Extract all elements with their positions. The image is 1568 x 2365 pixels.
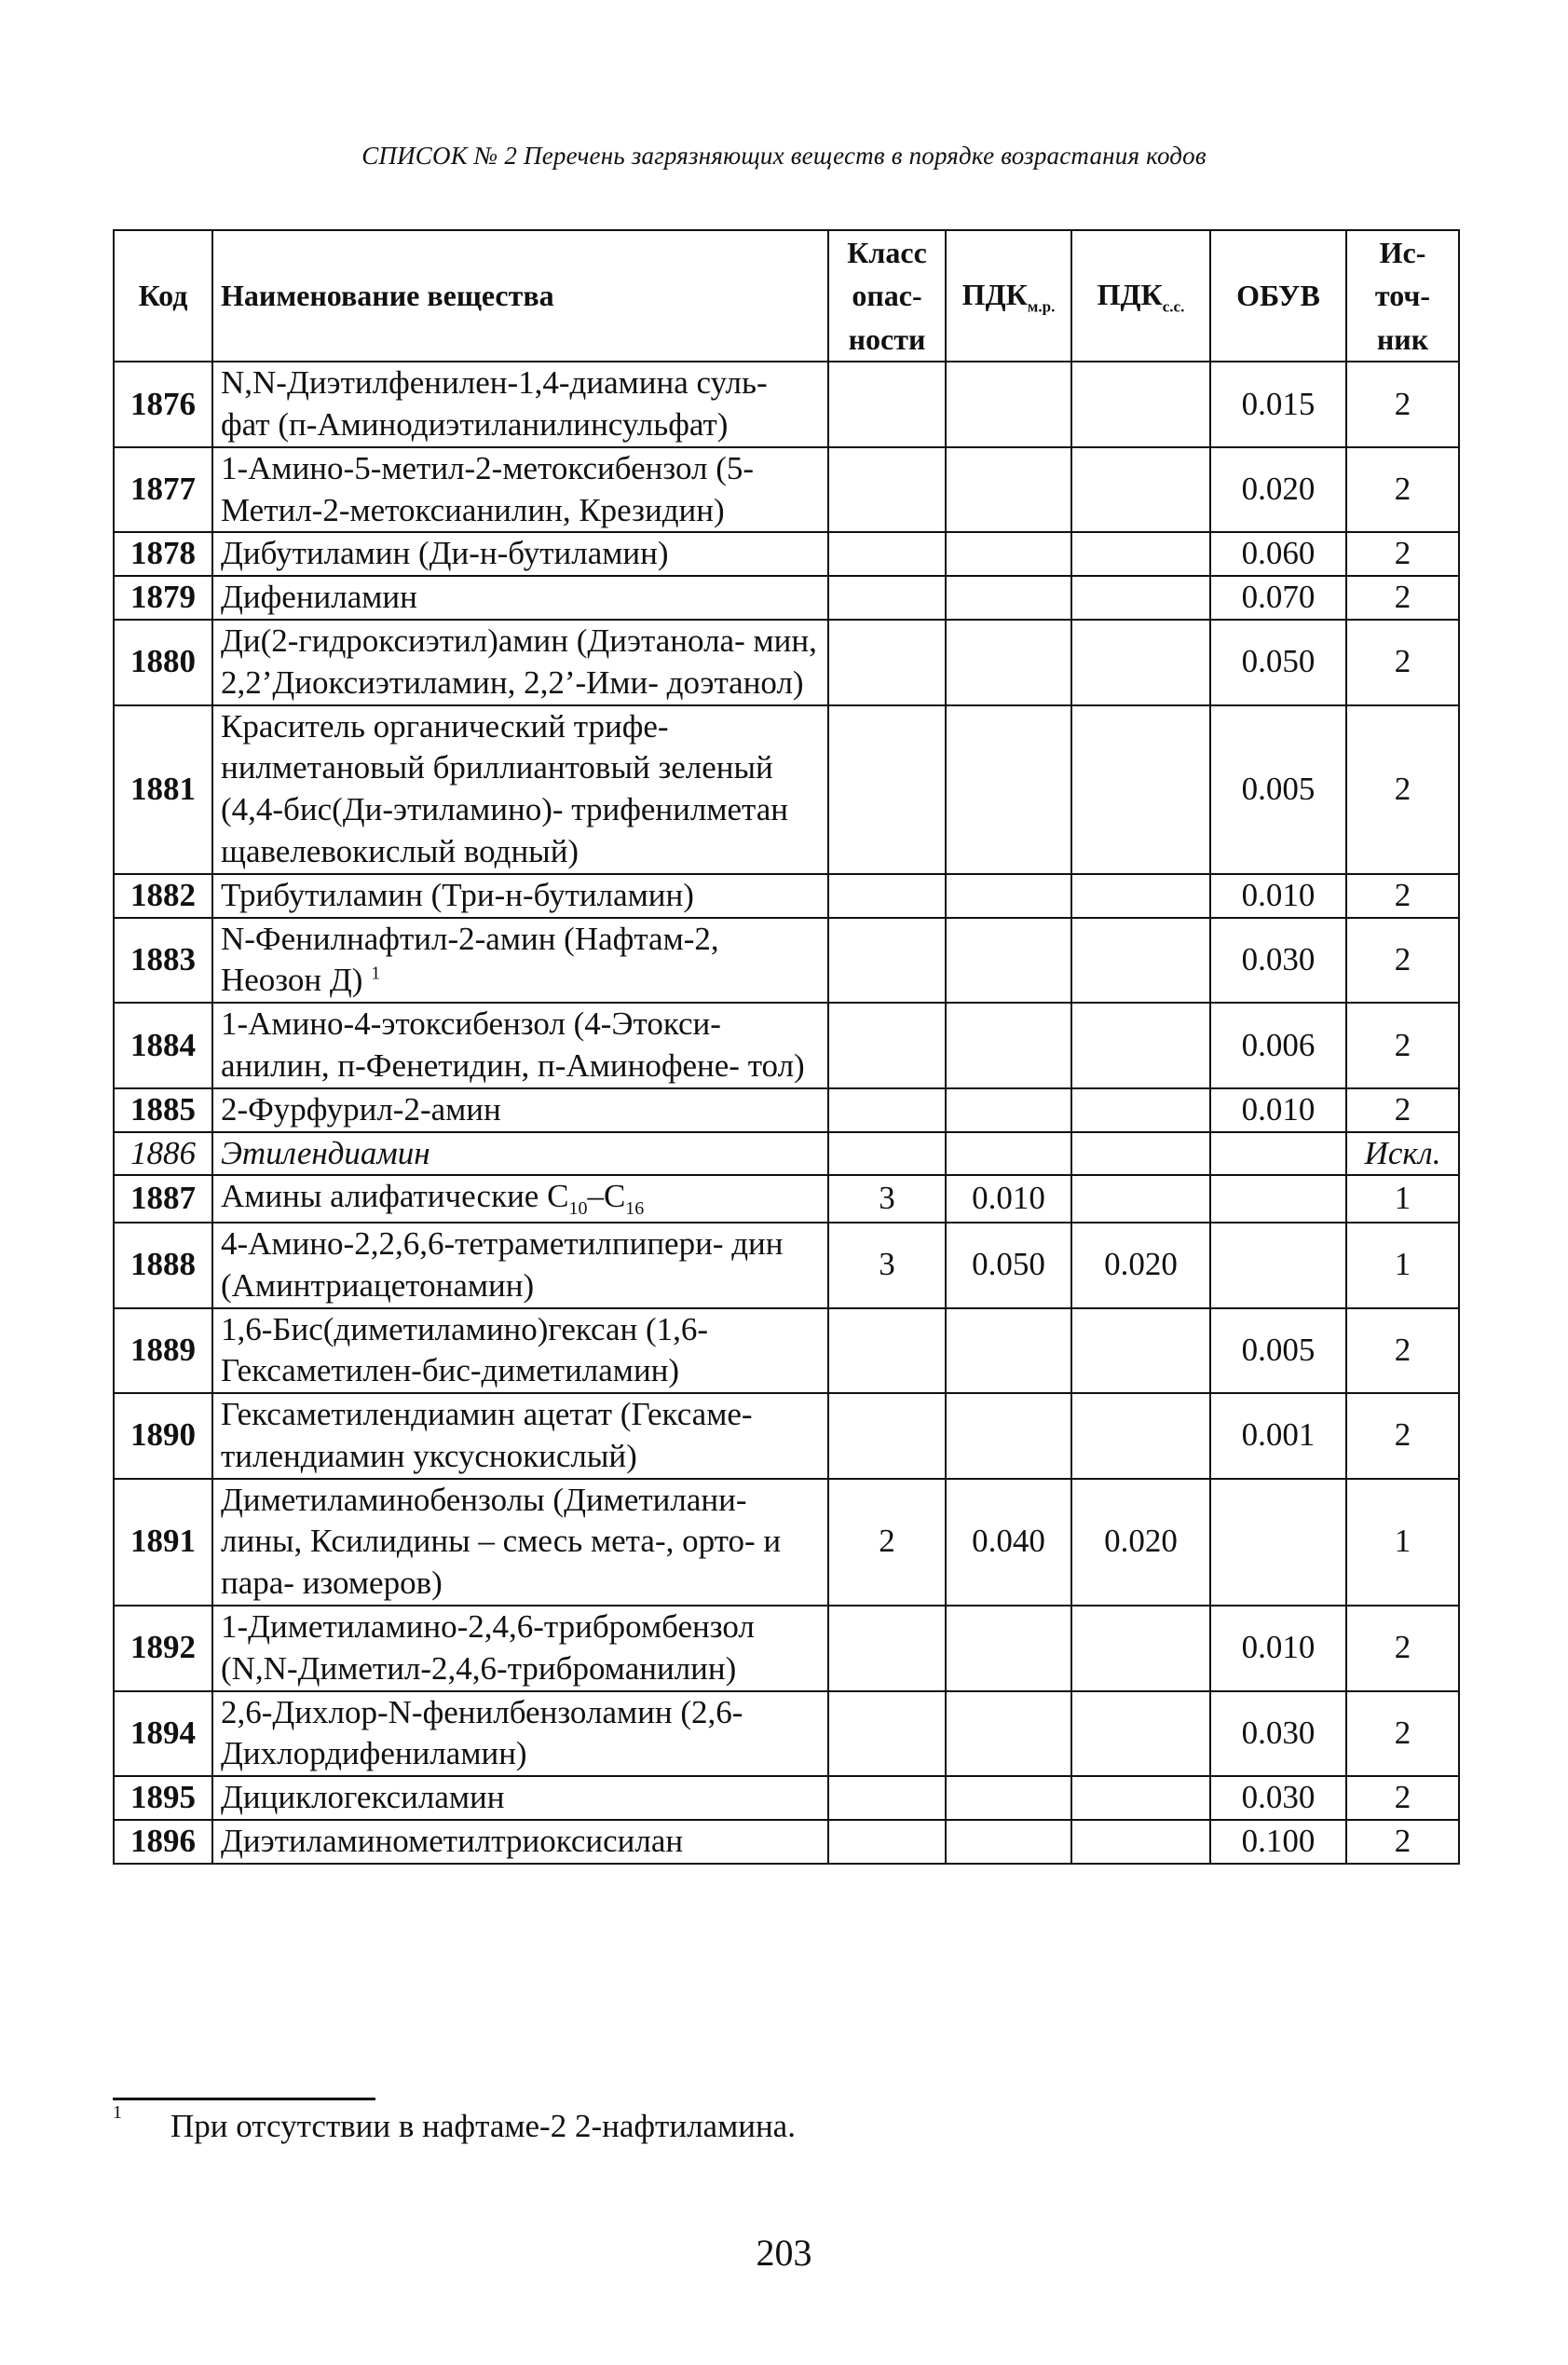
table-row (114, 447, 1459, 533)
cell-hazard-class (828, 1088, 946, 1132)
cell-name-text: Ди(2-гидроксиэтил)амин (Диэтанола- мин, 2,2’Диоксиэтиламин, 2,2’-Ими- доэтанол) (221, 622, 817, 701)
cell-name (212, 705, 828, 874)
cell-name-text: 4-Амино-2,2,6,6-тетраметилпипери- дин (Аминтриацетонамин) (221, 1224, 784, 1304)
cell-name (212, 1820, 828, 1864)
table-row (114, 1223, 1459, 1308)
cell-code: 1890 (114, 1393, 212, 1479)
cell-code: 1896 (114, 1820, 212, 1864)
cell-hazard-class (828, 705, 946, 874)
table-row (114, 1393, 1459, 1479)
cell-obuv: 0.030 (1210, 918, 1346, 1004)
header-pdk-mr-sub: м.р. (1027, 297, 1056, 316)
cell-pdk-ss (1071, 1776, 1210, 1820)
cell-hazard-class (828, 1132, 946, 1176)
cell-name (212, 1606, 828, 1691)
cell-name-text: 2,6-Дихлор-N-фенилбензоламин (2,6-Дихлордифениламин) (221, 1693, 743, 1772)
cell-hazard-class (828, 1606, 946, 1691)
cell-name (212, 532, 828, 576)
cell-name-text: Диметиламинобензолы (Диметилани- лины, Ксилидины – смесь мета-, орто- и пара- изомеров) (221, 1481, 782, 1602)
cell-name (212, 1691, 828, 1777)
cell-name-text: 1-Амино-5-метил-2-метоксибензол (5-Метил-2-метоксианилин, Крезидин) (221, 449, 755, 528)
cell-obuv: 0.060 (1210, 532, 1346, 576)
cell-name (212, 1308, 828, 1394)
cell-code: 1882 (114, 874, 212, 918)
cell-source: 2 (1346, 1393, 1459, 1479)
cell-name-text: 2-Фурфурил-2-амин (221, 1090, 501, 1128)
cell-name (212, 1479, 828, 1606)
header-hazard-class: Класс опас- ности (828, 230, 946, 362)
table-row (114, 705, 1459, 874)
cell-obuv: 0.010 (1210, 1088, 1346, 1132)
cell-pdk-ss (1071, 1393, 1210, 1479)
cell-name (212, 576, 828, 620)
cell-code: 1884 (114, 1003, 212, 1088)
cell-hazard-class: 3 (828, 1175, 946, 1223)
running-header: СПИСОК № 2 Перечень загрязняющих веществ в порядке возрастания кодов (361, 142, 1207, 170)
cell-name-text: N,N-Диэтилфенилен-1,4-диамина суль- фат (п-Аминодиэтиланилинсульфат) (221, 364, 768, 443)
header-obuv: ОБУВ (1210, 230, 1346, 362)
cell-pdk-mr (946, 1393, 1071, 1479)
cell-name (212, 1223, 828, 1308)
table-row (114, 1820, 1459, 1864)
cell-name (212, 1393, 828, 1479)
footnote-text: При отсутствии в нафтаме-2 2-нафтиламина. (170, 2108, 796, 2144)
cell-name (212, 620, 828, 705)
cell-obuv: 0.030 (1210, 1691, 1346, 1777)
cell-source: 2 (1346, 1308, 1459, 1394)
footnote-rule (113, 2098, 375, 2100)
table-row (114, 1691, 1459, 1777)
header-pdk-ss-sub: с.с. (1162, 297, 1185, 316)
cell-source: 1 (1346, 1175, 1459, 1223)
cell-name-text: Диэтиламинометилтриоксисилан (221, 1823, 684, 1860)
cell-pdk-ss (1071, 705, 1210, 874)
cell-pdk-ss (1071, 362, 1210, 447)
cell-name (212, 362, 828, 447)
cell-pdk-mr (946, 620, 1071, 705)
cell-pdk-ss (1071, 576, 1210, 620)
cell-pdk-ss (1071, 1088, 1210, 1132)
cell-pdk-mr (946, 1776, 1071, 1820)
cell-hazard-class (828, 874, 946, 918)
cell-source: 2 (1346, 532, 1459, 576)
table-row (114, 532, 1459, 576)
cell-name-text: –C (587, 1178, 626, 1215)
cell-name-text: Этилендиамин (221, 1134, 430, 1171)
cell-pdk-ss (1071, 918, 1210, 1004)
cell-code: 1886 (114, 1132, 212, 1176)
header-pdk-mr (946, 230, 1071, 362)
cell-hazard-class: 2 (828, 1479, 946, 1606)
cell-pdk-mr: 0.050 (946, 1223, 1071, 1308)
cell-source: 2 (1346, 918, 1459, 1004)
cell-source: 2 (1346, 705, 1459, 874)
cell-source: 2 (1346, 1003, 1459, 1088)
table-row (114, 918, 1459, 1004)
table-row (114, 1088, 1459, 1132)
cell-source: 1 (1346, 1479, 1459, 1606)
cell-pdk-ss (1071, 620, 1210, 705)
header-source: Ис- точ- ник (1346, 230, 1459, 362)
cell-pdk-ss: 0.020 (1071, 1223, 1210, 1308)
table-row (114, 1479, 1459, 1606)
cell-pdk-ss (1071, 1691, 1210, 1777)
cell-obuv: 0.005 (1210, 705, 1346, 874)
cell-pdk-mr (946, 532, 1071, 576)
cell-pdk-mr (946, 874, 1071, 918)
cell-pdk-mr (946, 705, 1071, 874)
header-pdk-ss-label: ПДК (1097, 278, 1163, 312)
cell-hazard-class (828, 447, 946, 533)
cell-hazard-class (828, 918, 946, 1004)
cell-hazard-class (828, 1776, 946, 1820)
header-name: Наименование вещества (212, 230, 828, 362)
substances-table (113, 229, 1460, 1865)
cell-pdk-mr (946, 1003, 1071, 1088)
cell-code: 1878 (114, 532, 212, 576)
cell-name-text: Дибутиламин (Ди-н-бутиламин) (221, 535, 669, 572)
cell-name-text: Трибутиламин (Три-н-бутиламин) (221, 876, 694, 913)
cell-name (212, 874, 828, 918)
cell-name (212, 1776, 828, 1820)
cell-name-text: Дициклогексиламин (221, 1779, 505, 1816)
header-code: Код (114, 230, 212, 362)
cell-pdk-ss (1071, 1606, 1210, 1691)
cell-obuv (1210, 1479, 1346, 1606)
cell-source: 2 (1346, 362, 1459, 447)
cell-hazard-class (828, 362, 946, 447)
footnote-mark: 1 (113, 2102, 122, 2123)
cell-obuv: 0.006 (1210, 1003, 1346, 1088)
footnote-reference: 1 (371, 963, 381, 984)
cell-name-subscript: 10 (568, 1198, 588, 1220)
cell-obuv: 0.001 (1210, 1393, 1346, 1479)
header-pdk-ss (1071, 230, 1210, 362)
cell-obuv: 0.100 (1210, 1820, 1346, 1864)
cell-obuv: 0.030 (1210, 1776, 1346, 1820)
cell-obuv: 0.005 (1210, 1308, 1346, 1394)
cell-obuv (1210, 1223, 1346, 1308)
cell-code: 1885 (114, 1088, 212, 1132)
cell-source: 2 (1346, 1820, 1459, 1864)
cell-code: 1889 (114, 1308, 212, 1394)
cell-obuv (1210, 1175, 1346, 1223)
cell-name (212, 1088, 828, 1132)
table-body (114, 362, 1459, 1864)
cell-obuv: 0.020 (1210, 447, 1346, 533)
cell-source: 2 (1346, 1606, 1459, 1691)
cell-name-text: Дифениламин (221, 579, 417, 616)
cell-pdk-mr (946, 1088, 1071, 1132)
cell-pdk-mr: 0.040 (946, 1479, 1071, 1606)
cell-source: Искл. (1346, 1132, 1459, 1176)
cell-name-text: 1,6-Бис(диметиламино)гексан (1,6-Гексаметилен-бис-диметиламин) (221, 1310, 709, 1389)
cell-obuv: 0.010 (1210, 1606, 1346, 1691)
header-pdk-mr-label: ПДК (961, 278, 1028, 312)
cell-pdk-mr (946, 1132, 1071, 1176)
cell-hazard-class (828, 1308, 946, 1394)
cell-pdk-mr (946, 576, 1071, 620)
cell-source: 2 (1346, 874, 1459, 918)
cell-name-subscript: 16 (625, 1198, 645, 1220)
cell-name (212, 1003, 828, 1088)
cell-hazard-class (828, 620, 946, 705)
cell-code: 1877 (114, 447, 212, 533)
cell-source: 2 (1346, 447, 1459, 533)
cell-obuv (1210, 1132, 1346, 1176)
cell-pdk-mr (946, 362, 1071, 447)
cell-code: 1881 (114, 705, 212, 874)
cell-name-text: Амины алифатические C (221, 1178, 569, 1215)
cell-pdk-ss (1071, 1175, 1210, 1223)
table-row (114, 1132, 1459, 1176)
cell-hazard-class: 3 (828, 1223, 946, 1308)
table-row (114, 620, 1459, 705)
cell-code: 1883 (114, 918, 212, 1004)
cell-pdk-mr (946, 918, 1071, 1004)
page-number: 203 (756, 2232, 812, 2274)
cell-hazard-class (828, 1393, 946, 1479)
table-header-row (114, 230, 1459, 362)
cell-obuv: 0.070 (1210, 576, 1346, 620)
cell-name-text: 1-Диметиламино-2,4,6-трибромбензол (N,N-Диметил-2,4,6-триброманилин) (221, 1608, 755, 1687)
cell-hazard-class (828, 532, 946, 576)
table-row (114, 874, 1459, 918)
cell-hazard-class (828, 1820, 946, 1864)
cell-hazard-class (828, 576, 946, 620)
cell-source: 1 (1346, 1223, 1459, 1308)
cell-code: 1888 (114, 1223, 212, 1308)
cell-code: 1880 (114, 620, 212, 705)
cell-code: 1891 (114, 1479, 212, 1606)
cell-name (212, 447, 828, 533)
cell-source: 2 (1346, 1776, 1459, 1820)
table-row (114, 362, 1459, 447)
cell-pdk-mr (946, 1308, 1071, 1394)
cell-source: 2 (1346, 1088, 1459, 1132)
cell-code: 1887 (114, 1175, 212, 1223)
cell-code: 1894 (114, 1691, 212, 1777)
table-row (114, 1003, 1459, 1088)
cell-pdk-mr (946, 1820, 1071, 1864)
cell-pdk-mr (946, 447, 1071, 533)
cell-code: 1876 (114, 362, 212, 447)
cell-pdk-ss (1071, 1003, 1210, 1088)
cell-code: 1895 (114, 1776, 212, 1820)
cell-name-text: Гексаметилендиамин ацетат (Гексаме- тилендиамин уксуснокислый) (221, 1396, 753, 1474)
cell-hazard-class (828, 1003, 946, 1088)
table-row (114, 1776, 1459, 1820)
table-row (114, 1308, 1459, 1394)
cell-obuv: 0.010 (1210, 874, 1346, 918)
cell-source: 2 (1346, 576, 1459, 620)
table-row (114, 1606, 1459, 1691)
cell-source: 2 (1346, 1691, 1459, 1777)
cell-pdk-ss (1071, 532, 1210, 576)
cell-obuv: 0.050 (1210, 620, 1346, 705)
cell-obuv: 0.015 (1210, 362, 1346, 447)
table-row (114, 1175, 1459, 1223)
cell-pdk-mr (946, 1691, 1071, 1777)
cell-code: 1879 (114, 576, 212, 620)
cell-source: 2 (1346, 620, 1459, 705)
cell-code: 1892 (114, 1606, 212, 1691)
cell-pdk-ss (1071, 874, 1210, 918)
cell-name-text: N-Фенилнафтил-2-амин (Нафтам-2, Неозон Д) (221, 920, 719, 999)
cell-pdk-mr: 0.010 (946, 1175, 1071, 1223)
cell-pdk-mr (946, 1606, 1071, 1691)
cell-pdk-ss (1071, 1308, 1210, 1394)
cell-name (212, 1175, 828, 1223)
table-row (114, 576, 1459, 620)
cell-hazard-class (828, 1691, 946, 1777)
cell-name (212, 918, 828, 1004)
cell-pdk-ss (1071, 1820, 1210, 1864)
cell-pdk-ss (1071, 447, 1210, 533)
cell-name (212, 1132, 828, 1176)
cell-name-text: Краситель органический трифе- нилметановый бриллиантовый зеленый (4,4-бис(Ди-этиламино)- трифенилметан щавелевокислый водный) (221, 707, 789, 869)
cell-name-text: 1-Амино-4-этоксибензол (4-Этокси- анилин, п-Фенетидин, п-Аминофене- тол) (221, 1005, 805, 1084)
cell-pdk-ss: 0.020 (1071, 1479, 1210, 1606)
cell-pdk-ss (1071, 1132, 1210, 1176)
